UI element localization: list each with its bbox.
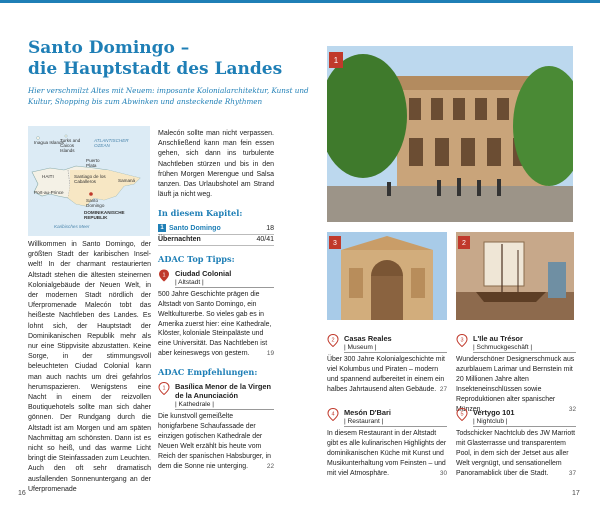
item-page: 32 [568,405,576,413]
item-title: Vertygo 101 [473,408,515,417]
tip-page: 19 [266,350,274,358]
top-tip-item [158,269,274,288]
left-page-number: 16 [18,490,26,497]
map-label-atlantic: ATLANTISCHER OZEAN [94,138,129,149]
map-pin-icon [158,382,170,395]
map-label-dom-rep: DOMINIKANISCHE REPUBLIK [84,210,125,221]
item-category: | Nightclub | [473,417,576,427]
intro-continued: Malecón sollte man nicht verpassen. Anschließend kann man fein essen gehen, sich dann ins turbulente Nachtleben stürzen und bis in den frühen Morgen Merengue und Salsa tanzen. Das Urlaubshotel am Strand läuft ja nicht weg. [158,130,274,199]
tip-text: 500 Jahre Geschichte prägen die Altstadt von Santo Domingo, ein Weltkulturerbe. So vieles gab es in Amerika zuerst hier: eine Kathedrale, Klöster, koloniale Steinpaläste und eine Universität. Das Nachtleben ist aber keineswegs von gestern. 19 [158,290,274,358]
map-pin-icon [158,269,170,282]
title-line-2: die Hauptstadt des Landes [28,59,283,79]
map-label-santo-domingo: Santo Domingo [86,198,105,209]
location-map [28,126,150,236]
item-category: | Schmuckgeschäft | [473,343,576,353]
map-label-santiago: Santiago de los Caballeros [74,174,106,185]
map-label-puerto-plata: Puerto Plata [86,158,100,169]
map-label-port-au-prince: Port-au-Prince [34,190,64,195]
toc-row[interactable] [158,224,274,235]
svg-text:5: 5 [460,411,464,418]
sight-item [456,404,576,479]
map-label-inagua: Inagua Islands [34,140,64,145]
recommendation-page: 22 [266,462,274,470]
recommendation-text: Die kunstvoll gemeißelte honigfarbene Schaufassade der einzigen gotischen Kathedrale der Neuen Welt erzählt bis heute vom Reich der spanischen Habsburger, in dem die Sonne nie unterging. 22 [158,413,274,470]
item-text: Todschicker Nachtclub des JW Marriott mit Glasterrasse und transparentem Pool, in dem sich der Jetset aus aller Welt vergnügt, und sensationellem Panoramablick über die Stadt. 37 [456,430,576,477]
photo-museum-ship [456,232,574,320]
item-page: 27 [439,385,447,393]
map-label-samana: Samaná [118,178,136,183]
toc-number: 1 [158,224,166,232]
recommendations-heading: ADAC Empfehlungen: [158,367,258,378]
map-pin-icon [456,334,468,347]
recommendation-category: | Kathedrale | [175,400,274,410]
map-pin-icon [327,408,339,421]
page-subtitle: Hier verschmilzt Altes mit Neuem: imposante Kolonialarchitektur, Kunst und Kultur, Shopping bis zum Abwinken und ansteckende Rhythmen [28,86,309,106]
item-category: | Museum | [344,343,447,353]
photo-colonial-square [327,46,573,222]
svg-text:1: 1 [333,56,339,65]
photo-cathedral [327,232,447,320]
photo-graphic [456,232,574,320]
intro-text: Willkommen in Santo Domingo, der größten Stadt der karibischen Insel-welt! In der charmant restaurierten Altstadt stehen die ältesten steinernen Kolonialgebäude der Neuen Welt, in der modernen Stadt nördlich der Uferpromenade Malecón tobt das heißeste Nachtleben des Landes. Es lohnt sich, der Hauptstadt der Dominikanischen Republik mehr als nur eine Stippvisite abzustatten. Keine Sorge, in der stimmungsvoll beleuchteten Ciudad Colonial kann man auch nachts um drei gefahrlos herumspazieren. Wenigstens eine Nacht in einem der reizvollen Boutiquehotels sollte man sich daher gönnen. Der Rundgang durch die Altstadt ist am Morgen und am späten Nachmittag am schönsten. Dann ist es nicht so heiß, und das warme Licht bringt die Steinfassaden zum Leuchten. Auch den oft sehr dramatisch ausfallenden Sonnenuntergang an der Uferpromenade [28,241,151,493]
item-text: In diesem Restaurant in der Altstadt gibt es alle kulinarischen Highlights der dominikanischen Küche mit Kunst und Musikunterhaltung vom Feinsten – und mit viel Atmosphäre. 30 [327,430,447,477]
title-line-1: Santo Domingo – [28,38,190,58]
recommendation-title: Basílica Menor de la Virgen de la Anunciación [175,382,271,401]
item-title: L'Ile au Trésor [473,334,523,343]
svg-text:2: 2 [462,240,466,247]
item-text: Über 300 Jahre Kolonialgeschichte mit viel Kolumbus und Piraten – modern und spannend aufbereitet in einem ein halbes Jahrtausend alten Gebäude. 27 [327,356,447,393]
svg-text:3: 3 [333,240,337,247]
map-pin-icon [456,408,468,421]
toc-label: Santo Domingo [169,224,221,232]
svg-text:3: 3 [460,337,464,344]
item-page: 30 [439,469,447,477]
right-page-number: 17 [572,490,580,497]
toc-label: Übernachten [158,235,201,243]
map-label-haiti: HAITI [42,174,54,179]
item-title: Casas Reales [344,334,392,343]
item-page: 37 [568,469,576,477]
toc-row[interactable] [158,235,274,246]
middle-column [158,129,274,472]
toc-page: 18 [266,224,274,232]
map-label-caribbean: Karibisches Meer [54,224,90,229]
photo-graphic [327,46,573,222]
sight-item [327,404,447,479]
svg-text:4: 4 [331,411,335,418]
item-text: Wunderschöner Designerschmuck aus azurblauem Larimar und Bernstein mit 20 Millionen Jahre alten Insekteneinschlüssen sowie Reproduktionen alter spanischer Münzen. 32 [456,356,576,413]
photo-graphic [327,232,447,320]
page-title [28,38,308,80]
top-accent-bar [0,0,600,3]
map-pin-icon [327,334,339,347]
toc-page: 40/41 [256,235,274,243]
item-category: | Restaurant | [344,417,447,427]
recommendation-item [158,382,274,410]
tip-category: | Altstadt | [175,278,274,288]
svg-text:1: 1 [162,272,166,279]
tip-title: Ciudad Colonial [175,268,232,278]
sight-item [456,330,576,414]
sight-item [327,330,447,395]
svg-text:1: 1 [162,385,166,392]
map-label-turks: Turks and Caicos Islands [60,138,81,154]
top-tips-heading: ADAC Top Tipps: [158,253,235,264]
svg-text:2: 2 [331,337,335,344]
item-title: Mesón D'Bari [344,408,391,417]
chapter-heading: In diesem Kapitel: [158,208,243,219]
